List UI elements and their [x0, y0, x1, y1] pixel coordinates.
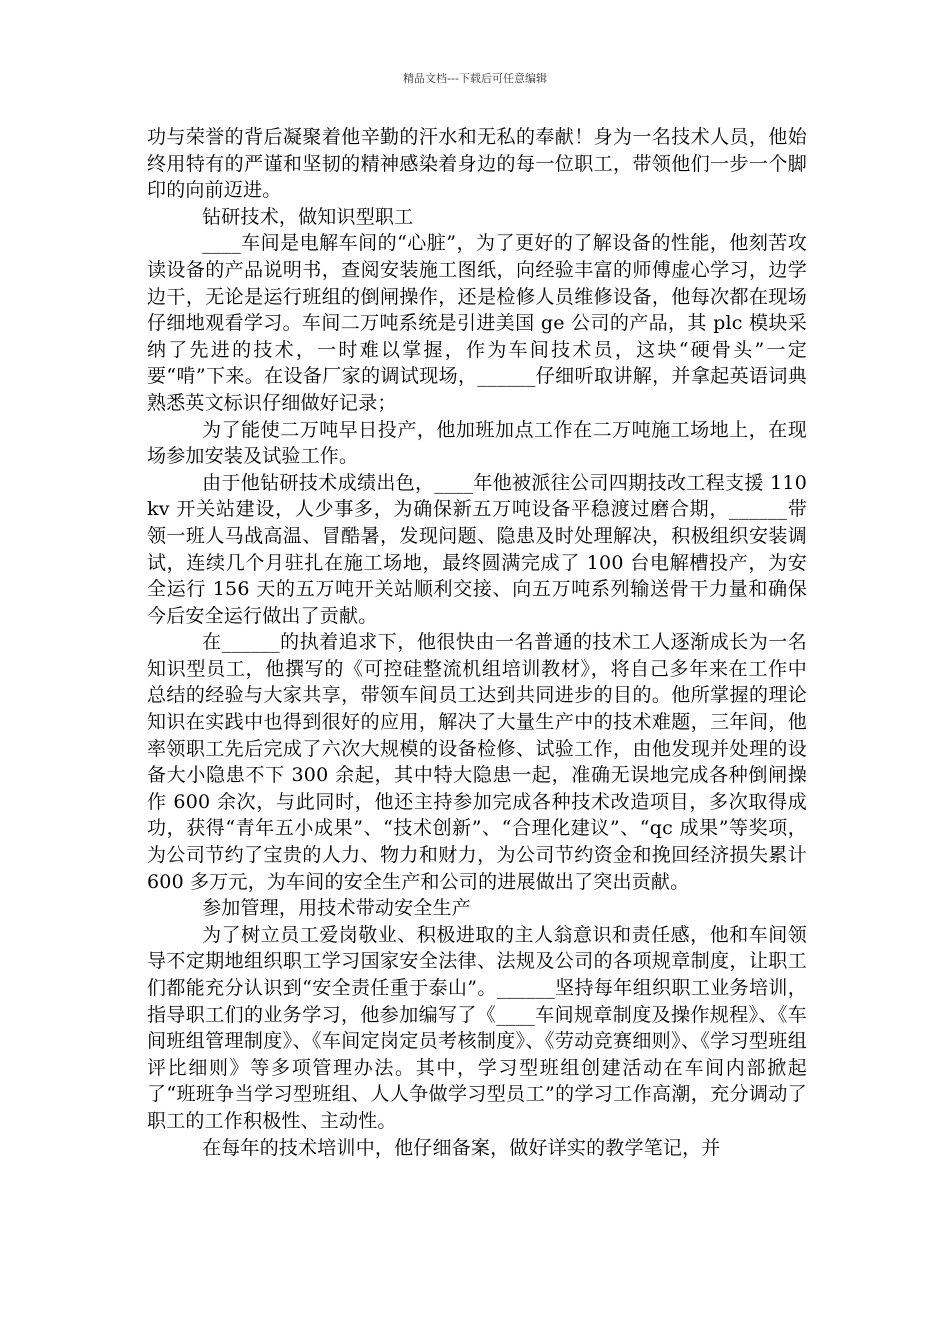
paragraph-workshop-heart: ____车间是电解车间的“心脏”，为了更好的了解设备的性能，他刻苦攻读设备的产品说明书，查阅安装施工图纸，向经验丰富的师傅虚心学习，边学边干，无论是运行班组的倒闸操作，还是检修人员维修设备，他每次都在现场仔细地观看学习。车间二万吨系统是引进美国 ge 公司的产品，其 plc 模块采纳了先进的技术，一时难以掌握，作为车间技术员，这块“硬骨头”一定要“啃”下来。在设备厂家的调试现场，______仔细听取讲解，并拿起英语词典熟悉英文标识仔细做好记录； — [147, 232, 807, 414]
section-heading-management: 参加管理，用技术带动安全生产 — [202, 897, 471, 920]
page-header: 精品文档---下载后可任意编辑 — [403, 72, 547, 85]
paragraph-early-production: 为了能使二万吨早日投产，他加班加点工作在二万吨施工场地上，在现场参加安装及试验工作。 — [147, 418, 807, 468]
paragraph-safety-management: 为了树立员工爱岗敬业、积极进取的主人翁意识和责任感，他和车间领导不定期地组织职工学习国家安全法律、法规及公司的各项规章制度，让职工们都能充分认识到“安全责任重于泰山”。______坚持每年组织职工业务培训，指导职工们的业务学习，他参加编写了《____车间规章制度及操作规程》、《车间班组管理制度》、《车间定岗定员考核制度》、《劳动竞赛细则》、《学习型班组评比细则》等多项管理办法。其中，学习型班组创建活动在车间内部掀起了“班班争当学习型班组、人人争做学习型员工”的学习工作高潮，充分调动了职工的工作积极性、主动性。 — [147, 923, 807, 1132]
paragraph-knowledge-worker: 在______的执着追求下，他很快由一名普通的技术工人逐渐成长为一名知识型员工，他撰写的《可控硅整流机组培训教材》，将自己多年来在工作中总结的经验与大家共享，带领车间员工达到共同进步的目的。他所掌握的理论知识在实践中也得到很好的应用，解决了大量生产中的技术难题，三年间，他率领职工先后完成了六次大规模的设备检修、试验工作，由他发现并处理的设备大小隐患不下 300 余起，其中特大隐患一起，准确无误地完成各种倒闸操作 600 余次，与此同时，他还主持参加完成各种技术改造项目，多次取得成功，获得“青年五小成果”、“技术创新”、“合理化建议”、“qc 成果”等奖项，为公司节约了宝贵的人力、物力和财力，为公司节约资金和挽回经济损失累计 600 多万元，为车间的安全生产和公司的进展做出了突出贡献。 — [147, 631, 807, 893]
paragraph-training: 在每年的技术培训中，他仔细备案，做好详实的教学笔记，并 — [202, 1136, 721, 1159]
section-heading-research: 钻研技术，做知识型职工 — [202, 205, 414, 228]
paragraph-support-project: 由于他钻研技术成绩出色，____年他被派往公司四期技改工程支援 110kv 开关站建设，人少事多，为确保新五万吨设备平稳渡过磨合期，______带领一班人马战高温、冒酷暑，发现问题、隐患及时处理解决，积极组织安装调试，连续几个月驻扎在施工场地，最终圆满完成了 100 台电解槽投产，为安全运行 156 天的五万吨开关站顺利交接、向五万吨系列输送骨干力量和确保今后安全运行做出了贡献。 — [147, 471, 807, 627]
paragraph-intro: 功与荣誉的背后凝聚着他辛勤的汗水和无私的奉献！身为一名技术人员，他始终用特有的严谨和坚韧的精神感染着身边的每一位职工，带领他们一步一个脚印的向前迈进。 — [147, 126, 807, 202]
document-body — [147, 124, 807, 1161]
